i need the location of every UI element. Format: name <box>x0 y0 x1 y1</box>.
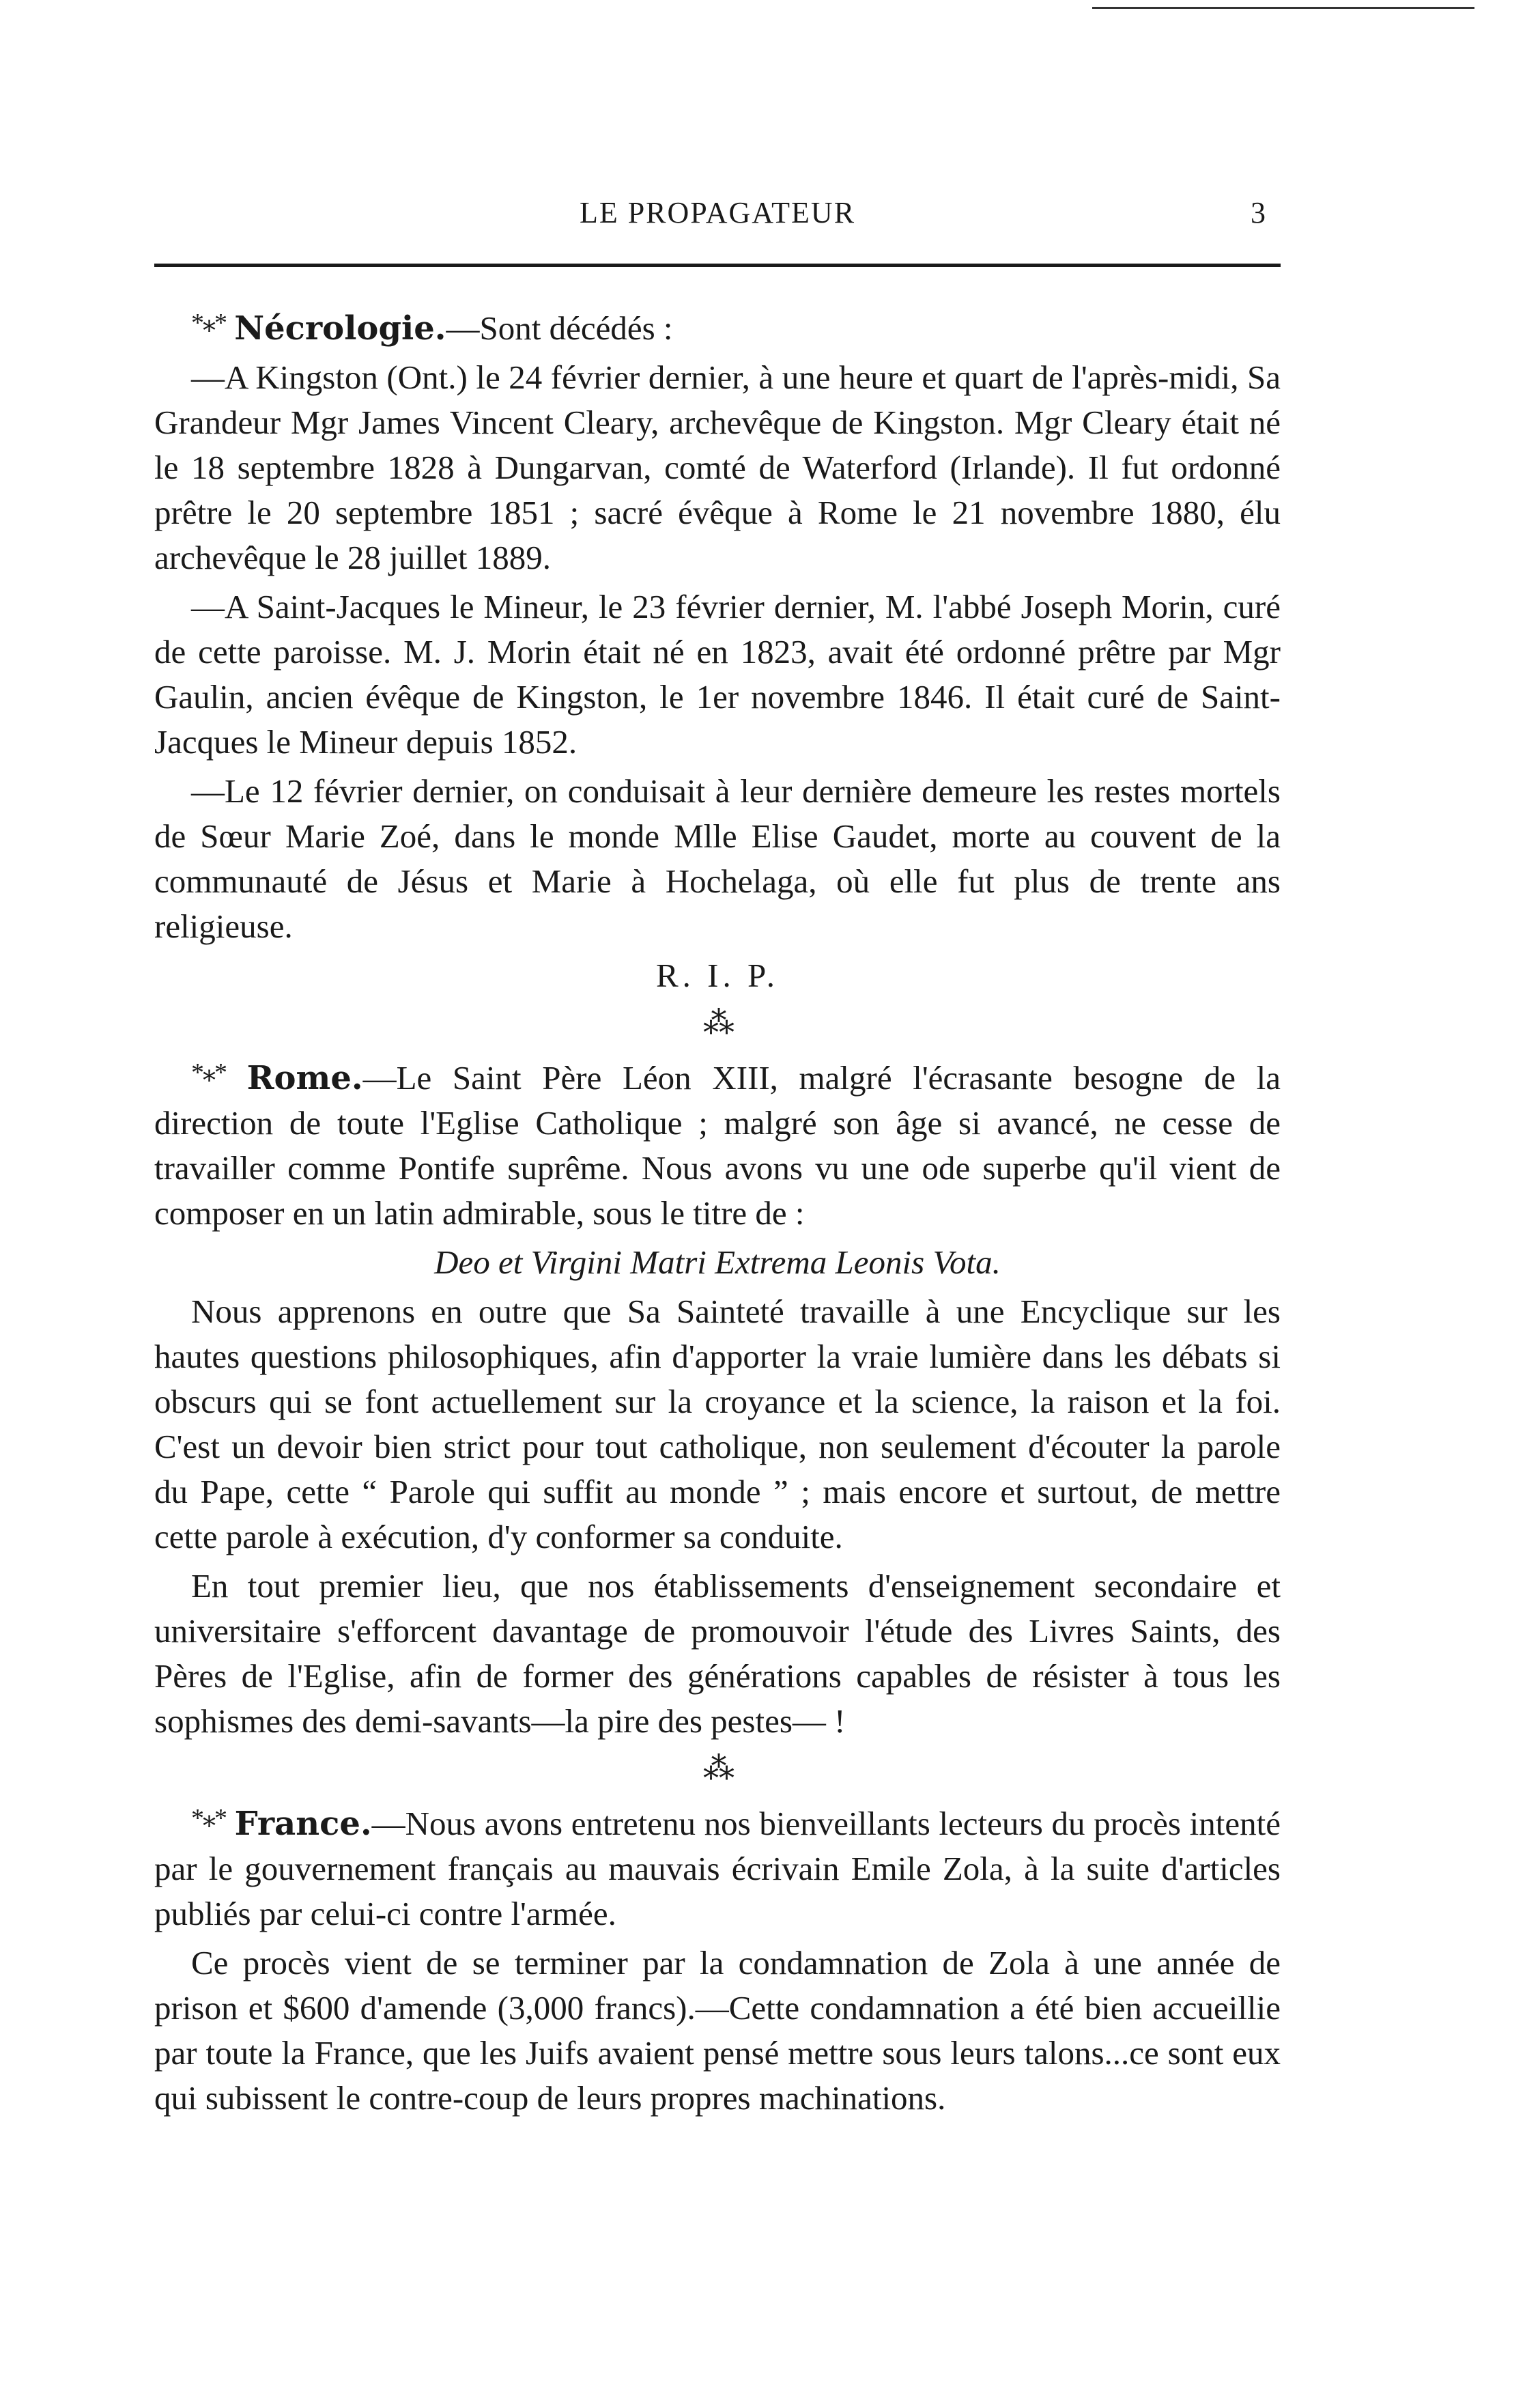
necrologie-intro-text: —Sont décédés : <box>446 309 673 347</box>
section-heading-necrologie: Nécrologie. <box>234 309 446 348</box>
section-heading-rome: Rome. <box>246 1059 363 1097</box>
necrologie-intro <box>154 300 1281 351</box>
asterism-icon: *⁎* <box>191 309 226 337</box>
asterism-icon: *⁎* <box>191 1058 226 1087</box>
article-body <box>154 300 1281 2125</box>
necrologie-paragraph-3: —Le 12 février dernier, on conduisait à leur dernière demeure les restes mortels de Sœur Marie Zoé, dans le monde Mlle Elise Gaudet, morte au couvent de la communauté de Jésus et Marie à Hochelaga, où elle fut plus de trente ans religieuse. <box>154 772 1281 945</box>
necrologie-paragraph-2: —A Saint-Jacques le Mineur, le 23 février dernier, M. l'abbé Joseph Morin, curé de cette paroisse. M. J. Morin était né en 1823, avait été ordonné prêtre par Mgr Gaulin, ancien évêque de Kingston, le 1er novembre 1846. Il était curé de Saint-Jacques le Mineur depuis 1852. <box>154 588 1281 761</box>
france-paragraph-1-text: —Nous avons entretenu nos bienveillants lecteurs du procès intenté par le gouvernement français au mauvais écrivain Emile Zola, à la suite d'articles publiés par celui-ci contre l'armée. <box>154 1805 1281 1932</box>
page-number: 3 <box>1251 196 1266 229</box>
running-header <box>154 193 1281 234</box>
rome-paragraph-2: Nous apprenons en outre que Sa Sainteté travaille à une Encyclique sur les hautes questions philosophiques, afin d'apporter la vraie lumière dans les débats si obscurs qui se font actuellement sur la croyance et la science, la raison et la foi. C'est un devoir bien strict pour tout catholique, non seulement d'écouter la parole du Pape, cette “ Parole qui suffit au monde ” ; mais encore et surtout, de mettre cette parole à exécution, d'y conformer sa conduite. <box>154 1293 1281 1555</box>
rome-paragraph-1 <box>154 1050 1281 1236</box>
scan-mark <box>1092 7 1474 9</box>
journal-title: LE PROPAGATEUR <box>579 196 856 229</box>
france-paragraph-1 <box>154 1796 1281 1936</box>
asterism-icon: *⁎* <box>191 1804 226 1833</box>
rome-paragraph-3: En tout premier lieu, que nos établissements d'enseignement secondaire et universitaire s'efforcent davantage de promouvoir l'étude des Livres Saints, des Pères de l'Eglise, afin de former des générations capables de résister à tous les sophismes des demi-savants—la pire des pestes— ! <box>154 1567 1281 1740</box>
ode-title: Deo et Virgini Matri Extrema Leonis Vota. <box>434 1243 1001 1281</box>
section-heading-france: France. <box>234 1805 372 1843</box>
necrologie-paragraph-1: —A Kingston (Ont.) le 24 février dernier, à une heure et quart de l'après-midi, Sa Grandeur Mgr James Vincent Cleary, archevêque de Kingston. Mgr Cleary était né le 18 septembre 1828 à Dungarvan, comté de Waterford (Irlande). Il fut ordonné prêtre le 20 septembre 1851 ; sacré évêque à Rome le 21 novembre 1880, élu archevêque le 28 juillet 1889. <box>154 358 1281 576</box>
section-separator-icon: ⁂ <box>703 1005 732 1040</box>
header-rule <box>154 264 1281 267</box>
section-separator-icon: ⁂ <box>703 1751 732 1786</box>
rip-signature: R. I. P. <box>655 957 780 994</box>
rome-paragraph-1-text: —Le Saint Père Léon XIII, malgré l'écrasante besogne de la direction de toute l'Eglise Catholique ; malgré son âge si avancé, ne cesse de travailler comme Pontife suprême. Nous avons vu une ode superbe qu'il vient de composer en un latin admirable, sous le titre de : <box>154 1059 1281 1232</box>
france-paragraph-2: Ce procès vient de se terminer par la condamnation de Zola à une année de prison et $600 d'amende (3,000 francs).—Cette condamnation a été bien accueillie par toute la France, que les Juifs avaient pensé mettre sous leurs talons...ce sont eux qui subissent le contre-coup de leurs propres machinations. <box>154 1944 1281 2117</box>
